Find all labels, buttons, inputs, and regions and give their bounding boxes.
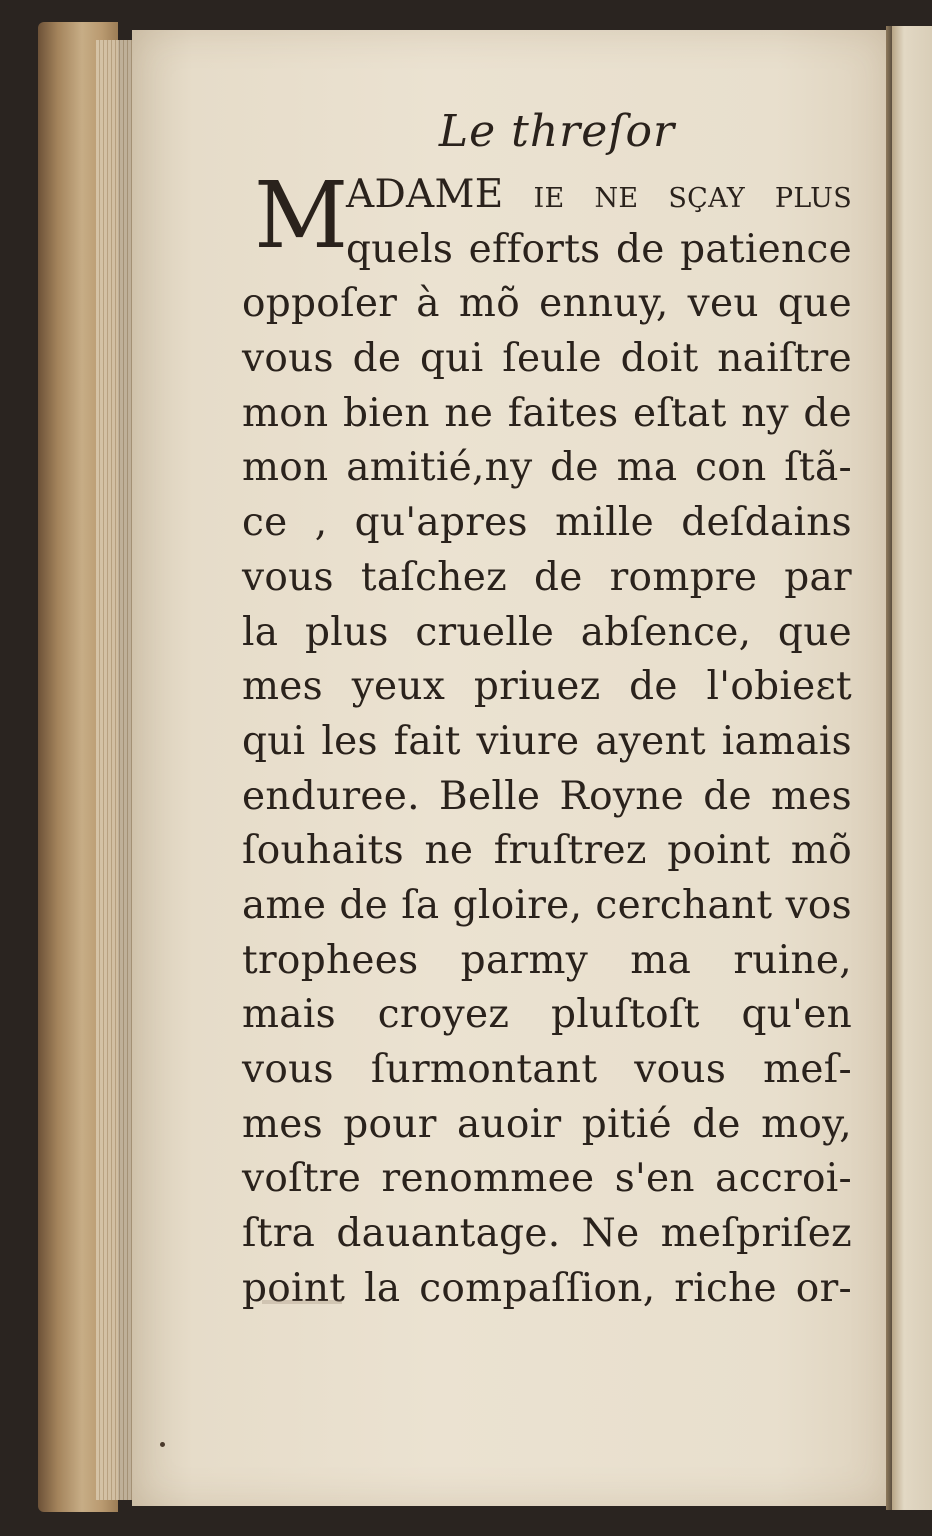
text-line: trophees parmy ma ruine, xyxy=(242,937,852,983)
text-line: oppoſer à mõ ennuy, veu que xyxy=(242,281,852,327)
text-line: mais croyez pluſtoſt qu'en xyxy=(242,992,852,1038)
text-line: enduree. Belle Royne de mes xyxy=(242,773,852,819)
text-line: ſtra dauantage. Ne meſpriſez xyxy=(242,1211,852,1257)
running-head: Le threſor xyxy=(438,106,676,157)
text-line: quels efforts de patience xyxy=(346,226,852,272)
drop-cap: M xyxy=(254,162,349,269)
text-line: ame de ſa gloire, cerchant vos xyxy=(242,882,852,928)
body-text xyxy=(242,162,852,1316)
text-line: ce , qu'apres mille deſdains xyxy=(242,500,852,546)
text-line: qui les fait viure ayent iamais xyxy=(242,718,852,764)
text-line: voſtre renommee s'en accroi- xyxy=(242,1156,852,1202)
text-line: mon amitié,ny de ma con ſtã- xyxy=(242,445,852,491)
text-line: mes yeux priuez de l'obieɛt xyxy=(242,664,852,710)
text-line: vous taſchez de rompre par xyxy=(242,554,852,600)
facing-page-edge xyxy=(892,26,932,1510)
page-speck xyxy=(160,1442,165,1447)
text-line: mes pour auoir pitié de moy, xyxy=(242,1101,852,1147)
text-line: point la compaſſion, riche or- xyxy=(242,1265,852,1311)
ink-smudge xyxy=(262,1300,342,1304)
text-line: mon bien ne faites eſtat ny de xyxy=(242,390,852,436)
text-line: vous de qui ſeule doit naiſtre xyxy=(242,336,852,382)
text-line: ADAME ie ne ſçay plus xyxy=(346,172,852,217)
text-line: vous ſurmontant vous meſ- xyxy=(242,1047,852,1092)
text-line: la plus cruelle abſence, que xyxy=(242,609,852,655)
page-text-block xyxy=(242,100,852,1316)
text-line: ſouhaits ne fruſtrez point mõ xyxy=(242,828,852,874)
